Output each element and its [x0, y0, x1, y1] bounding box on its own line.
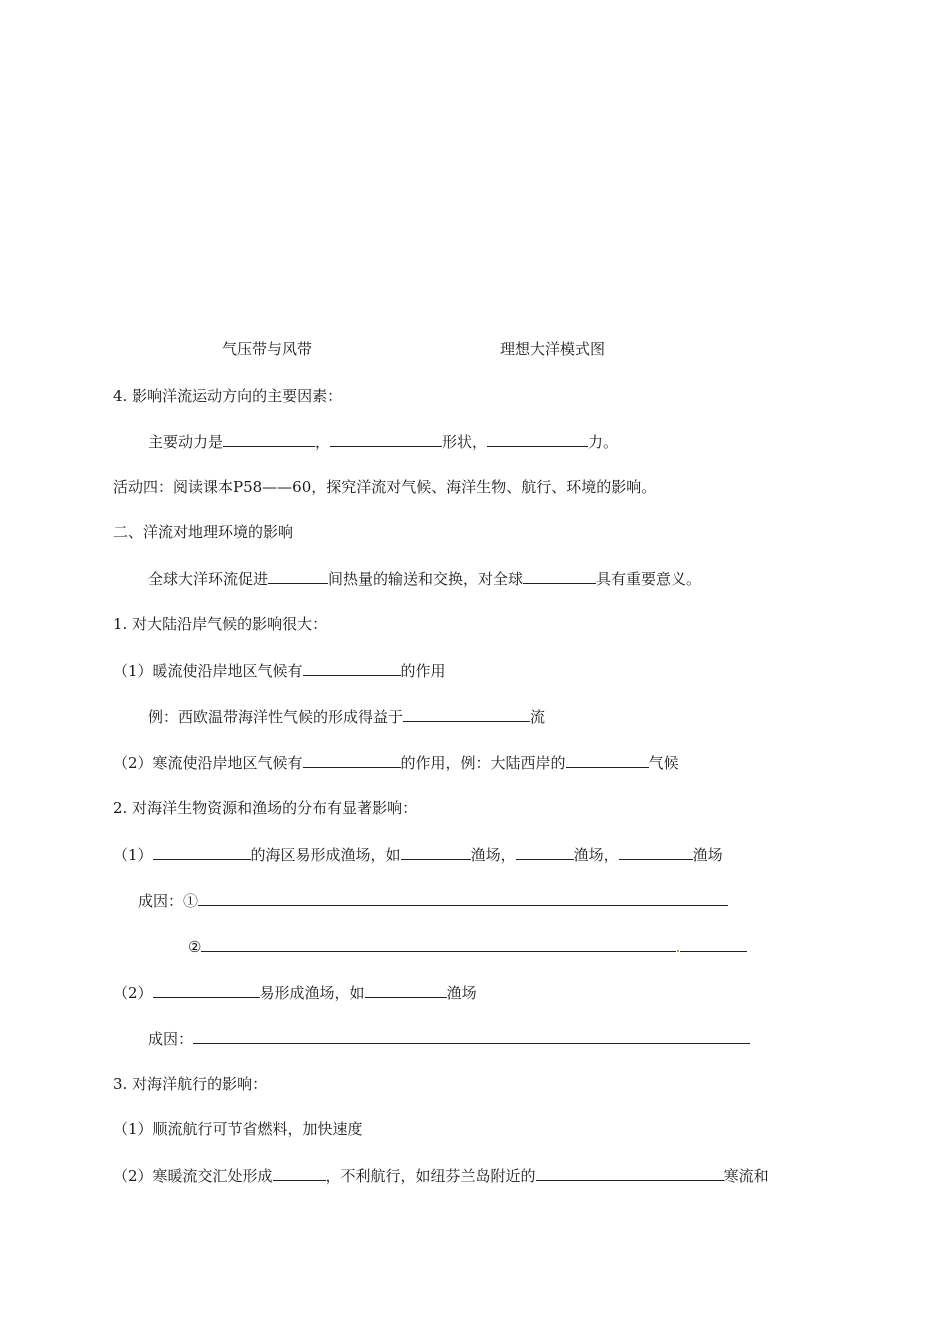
item-3-title: 3. 对海洋航行的影响： [113, 1075, 268, 1093]
item-1-sub-1-b: 的作用 [400, 662, 446, 680]
item-1-example-a: 例：西欧温带海洋性气候的形成得益于 [148, 708, 404, 726]
intro-a: 全球大洋环流促进 [148, 570, 269, 588]
item-2-sub-1-d: 渔场， [573, 846, 619, 864]
blank-force[interactable] [487, 431, 588, 447]
section-2-title: 二、洋流对地理环境的影响 [113, 523, 294, 541]
blank-sea-area[interactable] [153, 844, 251, 860]
item-1-sub-1-a: （1）暖流使沿岸地区气候有 [113, 662, 303, 680]
blank-main-force[interactable] [223, 431, 315, 447]
item-2-cause-3 [148, 1028, 750, 1049]
item-2-sub-1-b: 的海区易形成渔场，如 [250, 846, 401, 864]
blank-climate[interactable] [566, 752, 649, 768]
blank-fishery-1[interactable] [401, 844, 471, 860]
item-2-sub-1 [113, 844, 723, 865]
q4-prefix: 主要动力是 [148, 433, 224, 451]
item-1-example [148, 706, 545, 727]
section-2-intro [148, 568, 701, 589]
item-3-sub-2 [113, 1165, 769, 1186]
q4-mid: 形状， [442, 433, 488, 451]
blank-fishery-2[interactable] [516, 844, 574, 860]
item-2-sub-2 [113, 982, 477, 1003]
item-2-cause-1 [138, 890, 728, 911]
item-2-sub-2-a: （2） [113, 984, 153, 1002]
item-3-sub-2-c: 寒流和 [723, 1167, 769, 1185]
intro-b: 间热量的输送和交换，对全球 [328, 570, 524, 588]
item-1-title: 1. 对大陆沿岸气候的影响很大： [113, 615, 328, 633]
item-1-sub-1 [113, 660, 446, 681]
blank-condition[interactable] [153, 982, 260, 998]
item-3-sub-1: （1）顺流航行可节省燃料，加快速度 [113, 1120, 363, 1138]
blank-global[interactable] [523, 568, 596, 584]
blank-fishery-4[interactable] [365, 982, 447, 998]
blank-shape[interactable] [330, 431, 442, 447]
blank-warm-effect[interactable] [303, 660, 401, 676]
item-1-example-b: 流 [530, 708, 546, 726]
caption-ideal-ocean-model: 理想大洋模式图 [500, 340, 606, 358]
item-3-sub-2-b: ，不利航行，如纽芬兰岛附近的 [325, 1167, 536, 1185]
question-4-fill-line [148, 431, 618, 452]
item-2-cause-2 [188, 936, 747, 957]
blank-cold-current[interactable] [536, 1165, 724, 1181]
item-1-sub-2-b: 的作用，例：大陆西岸的 [400, 754, 566, 772]
caption-pressure-wind-belts: 气压带与风带 [222, 340, 313, 358]
item-2-sub-1-c: 渔场， [470, 846, 516, 864]
item-1-sub-2 [113, 752, 679, 773]
blank-cause-1[interactable] [198, 890, 728, 906]
item-2-sub-1-e: 渔场 [692, 846, 723, 864]
item-2-sub-2-b: 易形成渔场，如 [259, 984, 365, 1002]
activity-4: 活动四：阅读课本P58——60，探究洋流对气候、海洋生物、航行、环境的影响。 [113, 478, 657, 496]
q4-sep: ， [315, 433, 331, 451]
blank-current-name[interactable] [403, 706, 530, 722]
item-1-sub-2-a: （2）寒流使沿岸地区气候有 [113, 754, 303, 772]
intro-c: 具有重要意义。 [596, 570, 702, 588]
item-2-sub-2-c: 渔场 [446, 984, 477, 1002]
blank-fog[interactable] [273, 1165, 326, 1181]
item-3-sub-2-a: （2）寒暖流交汇处形成 [113, 1167, 273, 1185]
blank-fishery-3[interactable] [619, 844, 693, 860]
item-2-title: 2. 对海洋生物资源和渔场的分布有显著影响： [113, 799, 418, 817]
item-2-sub-1-a: （1） [113, 846, 153, 864]
question-4-title: 4. 影响洋流运动方向的主要因素： [113, 387, 343, 405]
stray-dot [677, 950, 679, 952]
cause-2-label: ② [188, 938, 202, 956]
cause-3-label: 成因： [148, 1030, 194, 1048]
blank-latitudes[interactable] [268, 568, 328, 584]
blank-cause-3[interactable] [193, 1028, 750, 1044]
blank-cause-2a[interactable] [201, 936, 676, 952]
cause-1-label: 成因：① [138, 892, 199, 910]
blank-cold-effect[interactable] [303, 752, 401, 768]
blank-cause-2b[interactable] [680, 936, 747, 952]
q4-end: 力。 [588, 433, 619, 451]
item-1-sub-2-c: 气候 [648, 754, 679, 772]
